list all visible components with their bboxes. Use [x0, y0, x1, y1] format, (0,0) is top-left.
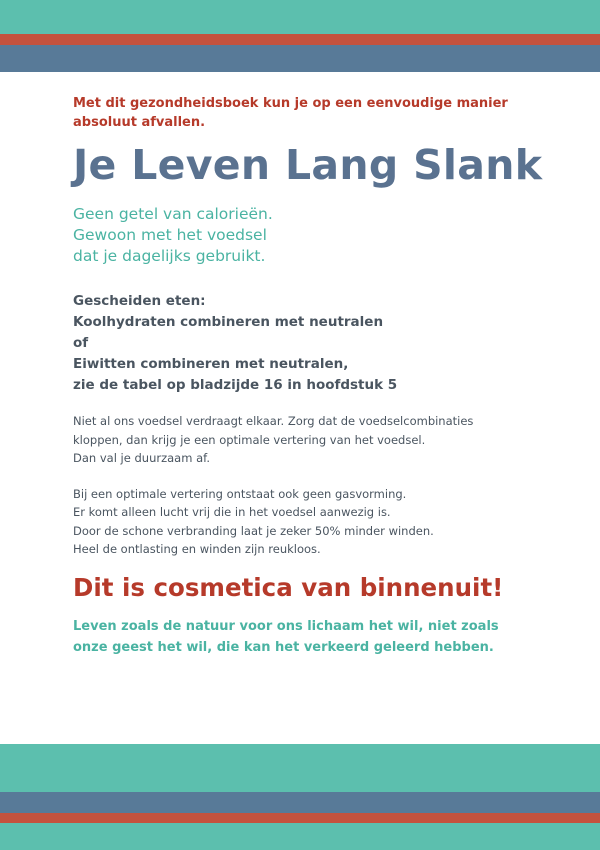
bottom-stripe-red: [0, 813, 600, 823]
slogan: Dit is cosmetica van binnenuit!: [73, 572, 504, 602]
bottom-stripe-blue: [0, 792, 600, 813]
paragraph-line: Bij een optimale vertering ontstaat ook geen gasvorming.: [73, 486, 407, 501]
intro-text: [73, 94, 563, 132]
subtitle-line: dat je dagelijks gebruikt.: [73, 247, 266, 265]
top-stripe-blue: [0, 45, 600, 72]
subtitle: [73, 204, 563, 267]
closing-text: [73, 616, 563, 658]
paragraph-line: Dan val je duurzaam af.: [73, 451, 210, 465]
bottom-stripe-teal: [0, 744, 600, 792]
gas-paragraph: [73, 485, 563, 559]
rules-line: of: [73, 335, 89, 351]
paragraph-line: kloppen, dan krijg je een optimale vertering van het voedsel.: [73, 432, 426, 447]
rules-line: Gescheiden eten:: [73, 293, 206, 309]
top-stripe-teal: [0, 0, 600, 34]
paragraph-line: Door de schone verbranding laat je zeker 50% minder winden.: [73, 523, 434, 538]
rules-line: Eiwitten combineren met neutralen,: [73, 356, 349, 372]
closing-line: Leven zoals de natuur voor ons lichaam het wil, niet zoals: [73, 618, 499, 634]
rules-line: zie de tabel op bladzijde 16 in hoofdstuk 5: [73, 377, 398, 393]
intro-line: absoluut afvallen.: [73, 115, 206, 130]
closing-line: onze geest het wil, die kan het verkeerd geleerd hebben.: [73, 639, 494, 655]
food-combining-rules: [73, 291, 563, 396]
subtitle-line: Gewoon met het voedsel: [73, 226, 267, 244]
intro-line: Met dit gezondheidsboek kun je op een eenvoudige manier: [73, 96, 508, 111]
paragraph-line: Niet al ons voedsel verdraagt elkaar. Zorg dat de voedselcombinaties: [73, 414, 474, 428]
page-content: [73, 94, 563, 658]
rules-line: Koolhydraten combineren met neutralen: [73, 314, 384, 330]
paragraph-line: Heel de ontlasting en winden zijn reukloos.: [73, 542, 321, 556]
bottom-stripe-teal-2: [0, 823, 600, 850]
subtitle-line: Geen getel van calorieën.: [73, 205, 273, 223]
page-title: Je Leven Lang Slank: [73, 141, 543, 189]
paragraph-line: Er komt alleen lucht vrij die in het voedsel aanwezig is.: [73, 505, 391, 519]
digestion-paragraph: [73, 412, 563, 468]
top-stripe-red: [0, 34, 600, 45]
